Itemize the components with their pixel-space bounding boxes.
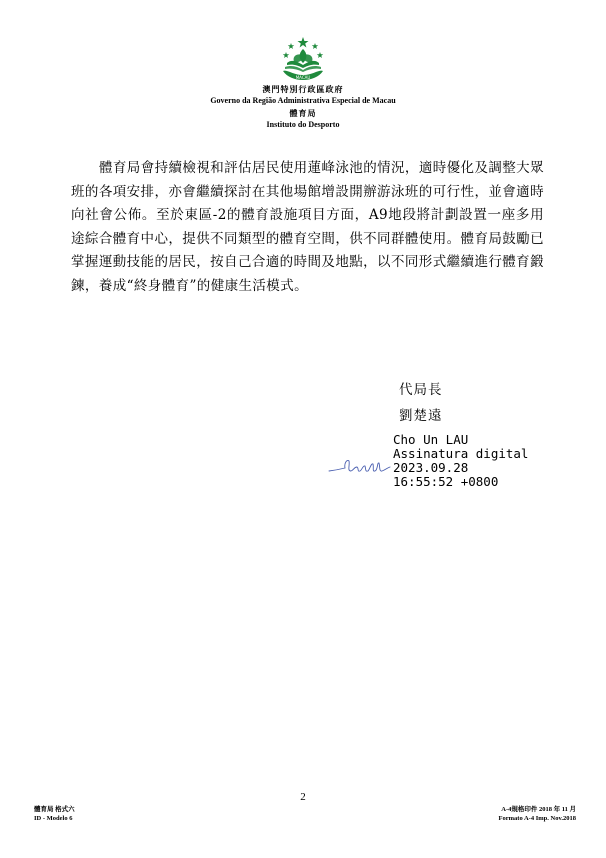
emblem-text: MACAU [295, 75, 311, 80]
handwritten-signature [327, 453, 393, 477]
body-paragraph: 體育局會持續檢視和評估居民使用蓮峰泳池的情況，適時優化及調整大眾班的各項安排，亦會繼續探討在其他場館增設開辦游泳班的可行性，並會適時向社會公佈。至於東區-2的體育設施項目方面，A9地段將計劃設置一座多用途綜合體育中心，提供不同類型的體育空間，供不同群體使用。體育局鼓勵已掌握運動技能的居民，按自己合適的時間及地點，以不同形式繼續進行體育鍛鍊，養成“終身體育”的健康生活模式。 [71, 160, 544, 294]
digital-signer: Cho Un LAU [393, 432, 469, 447]
department-name-pt: Instituto do Desporto [266, 120, 340, 129]
footer-right [499, 806, 576, 823]
department-name-zh: 體育局 [289, 109, 317, 118]
signatory-title: 代局長 [399, 382, 443, 398]
footer-form-zh: 體育局 格式六 [34, 806, 75, 813]
signature-time: 16:55:52 +0800 [393, 474, 499, 489]
footer-format-pt: Formato A-4 Imp. Nov.2018 [498, 814, 576, 822]
government-name-zh: 澳門特別行政區政府 [262, 85, 344, 94]
signatory-name: 劉楚遠 [399, 408, 443, 424]
footer-format-zh: A-4規格印件 2018 年 11 月 [501, 806, 576, 813]
page-number: 2 [300, 791, 306, 803]
macau-emblem [277, 35, 329, 81]
footer-left [34, 806, 75, 823]
digital-signature-label: Assinatura digital [393, 446, 529, 461]
signature-date: 2023.09.28 [393, 460, 469, 475]
digital-signature-block [393, 433, 528, 489]
government-name-pt: Governo da Região Administrativa Especial de Macau [210, 96, 396, 105]
footer-form-pt: ID - Modelo 6 [34, 814, 73, 822]
